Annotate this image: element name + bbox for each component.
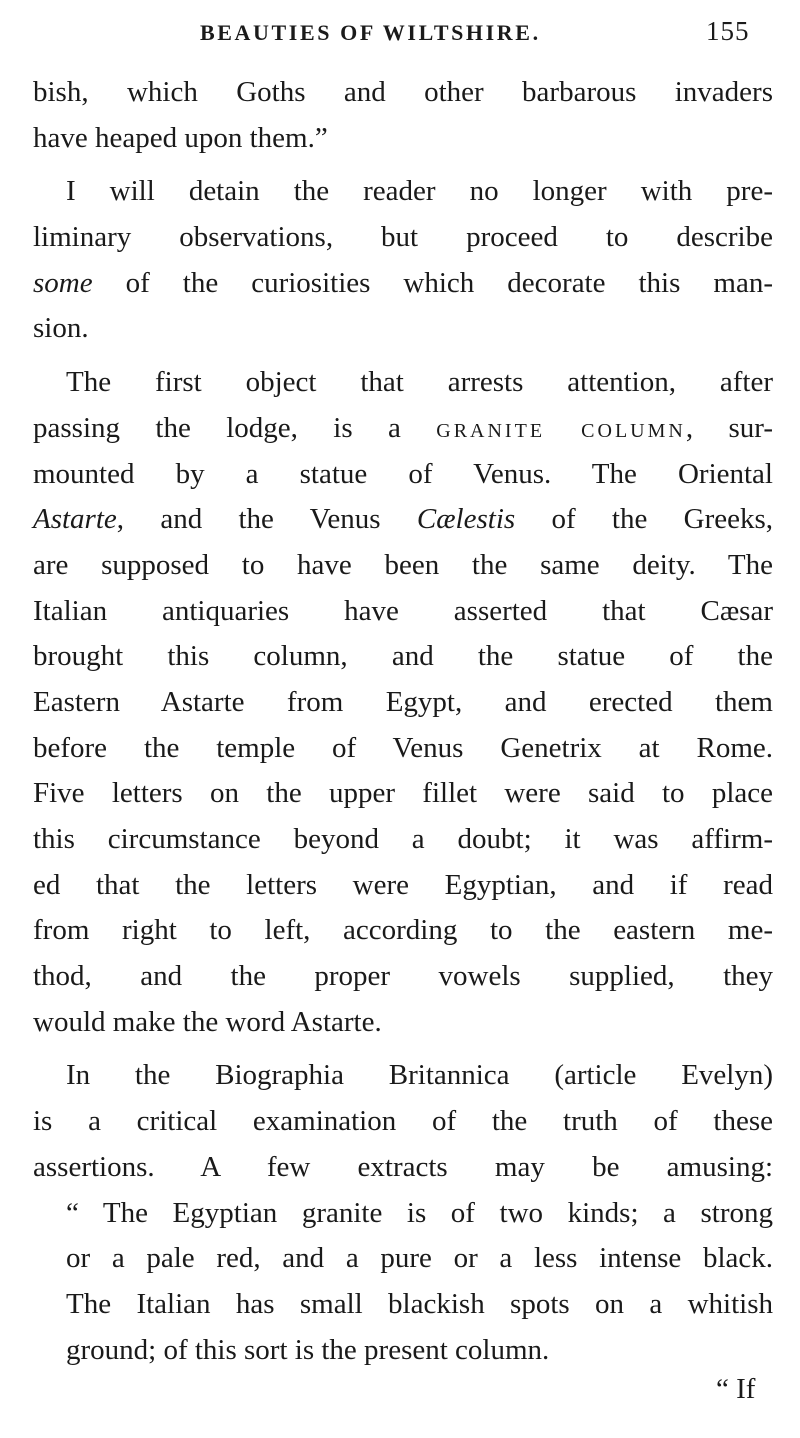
text-line: mounted by a statue of Venus. The Oriental [33,457,773,490]
text-line: sion. [33,312,89,345]
text-line: bish, which Goths and other barbarous invaders [33,76,773,108]
text-run: of the Greeks, [515,503,774,536]
text-line: Five letters on the upper fillet were said to place [33,777,773,810]
text-line: have heaped upon them.” [33,121,328,154]
page-number: 155 [706,16,750,46]
text-line: “ The Egyptian granite is of two kinds; a strong [66,1196,773,1229]
catchword: “ If [716,1373,756,1405]
text-run: of the curiosities which decorate this man- [92,266,773,299]
text-line: In the Biographia Britannica (article Evelyn) [66,1059,773,1092]
text-line: liminary observations, but proceed to describe [33,221,773,254]
text-line [33,261,773,307]
text-line: brought this column, and the statue of the [33,640,773,673]
text-line: this circumstance beyond a doubt; it was affirm- [33,823,773,855]
text-line: ground; of this sort is the present column. [66,1333,550,1366]
text-line: Italian antiquaries have asserted that Cæsar [33,594,773,627]
text-line: I will detain the reader no longer with pre- [66,175,773,208]
text-line: The first object that arrests attention, after [66,366,773,399]
text-run: , and the Venus [116,503,417,536]
text-line: before the temple of Venus Genetrix at Rome. [33,731,773,764]
text-line: assertions. A few extracts may be amusing: [33,1150,773,1183]
text-line: from right to left, according to the eastern me- [33,914,773,947]
italic-word: Astarte [33,503,117,536]
text-run: , sur- [685,411,773,444]
small-caps-term: GRANITE COLUMN [436,419,686,442]
text-line: are supposed to have been the same deity. The [33,548,773,581]
text-line: or a pale red, and a pure or a less intense black. [66,1242,773,1275]
page-header [0,14,800,54]
text-run: passing the lodge, is a [33,411,437,444]
text-line: The Italian has small blackish spots on a whitish [66,1287,773,1320]
text-line [33,497,773,543]
text-line: Eastern Astarte from Egypt, and erected them [33,685,773,718]
running-head: BEAUTIES OF WILTSHIRE. [200,20,541,45]
italic-word: Cælestis [416,503,516,536]
body-text [33,70,773,1373]
text-line [33,406,773,452]
text-line: ed that the letters were Egyptian, and if read [33,868,773,901]
text-line: would make the word Astarte. [33,1005,382,1038]
italic-word: some [33,266,93,299]
text-line: thod, and the proper vowels supplied, they [33,960,773,993]
text-line: is a critical examination of the truth of these [33,1105,773,1138]
